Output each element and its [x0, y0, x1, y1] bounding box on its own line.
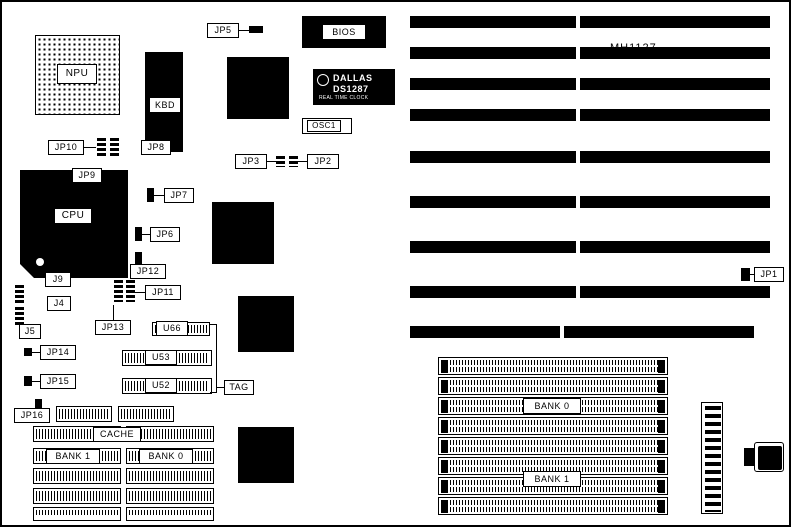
jumper-pins-jp11-a[interactable] [114, 280, 123, 302]
jumper-label-jp11[interactable]: JP11 [145, 285, 181, 300]
jumper-pins-jp14[interactable] [24, 348, 32, 356]
expansion-slot-3 [410, 78, 770, 90]
leader-line-jp7 [154, 195, 164, 196]
bank0-right-label: BANK 0 [523, 398, 581, 414]
leader-line-jp5 [239, 30, 249, 31]
expansion-slot-2 [410, 47, 770, 59]
expansion-slot-5 [410, 151, 770, 163]
dallas-part-label: DS1287 [333, 84, 369, 94]
cache-chip-u66-label: U66 [156, 321, 188, 336]
jumper-pins-jp3[interactable] [276, 156, 285, 167]
connector-label-j9[interactable]: J9 [45, 272, 71, 287]
chipset-qfp-1 [227, 57, 289, 119]
leader-line-jp14 [32, 352, 40, 353]
leader-line-jp13 [113, 305, 114, 320]
expansion-slot-9 [410, 326, 754, 338]
npu-label: NPU [57, 64, 97, 84]
connector-pins-j5[interactable] [15, 307, 24, 325]
expansion-slot-8 [410, 286, 770, 298]
tag-bracket-top [210, 324, 217, 325]
connector-label-j5[interactable]: J5 [19, 324, 41, 339]
jumper-pins-jp8[interactable] [110, 138, 119, 156]
bank0-left-socket-bot [126, 488, 214, 504]
cache-chip-u53-label: U53 [145, 350, 177, 365]
leader-line-jp3 [267, 161, 276, 162]
simm-socket-4 [438, 417, 668, 435]
expansion-slot-6 [410, 196, 770, 208]
jumper-pins-jp7[interactable] [147, 188, 154, 202]
kbd-label: KBD [149, 97, 181, 113]
cache-socket-1 [56, 406, 112, 422]
simm-socket-5 [438, 437, 668, 455]
jumper-pins-jp2[interactable] [289, 156, 298, 167]
jumper-pins-jp11-b[interactable] [126, 280, 135, 302]
connector-pins-j4[interactable] [15, 285, 24, 303]
dallas-rtc-module [313, 69, 395, 105]
simm-socket-1 [438, 357, 668, 375]
expansion-slot-4 [410, 109, 770, 121]
jumper-label-jp15[interactable]: JP15 [40, 374, 76, 389]
keyboard-din-connector [754, 442, 784, 472]
cpu-label: CPU [54, 208, 92, 224]
simm-socket-8 [438, 497, 668, 515]
bank0-left-socket-bot2 [126, 507, 214, 521]
jumper-label-jp1[interactable]: JP1 [754, 267, 784, 282]
bank0-left-label: BANK 0 [139, 449, 193, 464]
leader-line-jp11 [135, 292, 145, 293]
bios-label: BIOS [322, 24, 366, 40]
jumper-pins-jp5[interactable] [249, 26, 263, 33]
expansion-slot-1 [410, 16, 770, 28]
cpu-pin1-marker [36, 258, 44, 266]
leader-line-jp2 [298, 161, 307, 162]
dallas-brand-label: DALLAS [333, 73, 373, 83]
cpu-socket [20, 170, 128, 278]
leader-line-jp6 [142, 234, 150, 235]
leader-line-jp15 [32, 381, 40, 382]
jumper-label-jp6[interactable]: JP6 [150, 227, 180, 242]
tag-bracket-line [216, 324, 217, 392]
jumper-pins-jp6[interactable] [135, 227, 142, 241]
jumper-label-jp16[interactable]: JP16 [14, 408, 50, 423]
jumper-label-jp3[interactable]: JP3 [235, 154, 267, 169]
cache-socket-2 [118, 406, 174, 422]
simm-socket-2 [438, 377, 668, 395]
jumper-pins-jp15[interactable] [24, 376, 32, 386]
jumper-label-jp9[interactable]: JP9 [72, 168, 102, 183]
expansion-slot-7 [410, 241, 770, 253]
cache-chip-u52-label: U52 [145, 378, 177, 393]
jumper-pins-jp16[interactable] [35, 399, 42, 408]
bank0-left-socket-mid [126, 468, 214, 484]
jumper-pins-jp10[interactable] [97, 138, 106, 156]
jumper-label-jp7[interactable]: JP7 [164, 188, 194, 203]
jumper-label-jp5[interactable]: JP5 [207, 23, 239, 38]
jumper-pins-jp12[interactable] [135, 252, 142, 264]
connector-label-j4[interactable]: J4 [47, 296, 71, 311]
chipset-qfp-4 [238, 427, 294, 483]
jumper-pins-jp1[interactable] [741, 268, 750, 281]
keyboard-din-stub [744, 448, 754, 466]
jumper-label-jp10[interactable]: JP10 [48, 140, 84, 155]
dallas-sub-label: REAL TIME CLOCK [319, 95, 369, 101]
dallas-logo-icon [317, 74, 329, 86]
jumper-label-jp14[interactable]: JP14 [40, 345, 76, 360]
jumper-label-jp12[interactable]: JP12 [130, 264, 166, 279]
tag-label: TAG [224, 380, 254, 395]
jumper-label-jp13[interactable]: JP13 [95, 320, 131, 335]
bank1-left-socket-mid [33, 468, 121, 484]
leader-line-jp10 [84, 147, 96, 148]
tag-bracket-bottom [210, 392, 217, 393]
osc-label: OSC1 [307, 120, 341, 132]
bank1-right-label: BANK 1 [523, 471, 581, 487]
bank1-left-socket-bot2 [33, 507, 121, 521]
chipset-qfp-3 [238, 296, 294, 352]
power-connector [701, 402, 723, 514]
chipset-qfp-2 [212, 202, 274, 264]
bank1-left-label: BANK 1 [46, 449, 100, 464]
bank1-left-socket-bot [33, 488, 121, 504]
cache-label: CACHE [93, 427, 141, 442]
jumper-label-jp2[interactable]: JP2 [307, 154, 339, 169]
board-model-label: MH1127 [610, 42, 657, 54]
jumper-label-jp8[interactable]: JP8 [141, 140, 171, 155]
